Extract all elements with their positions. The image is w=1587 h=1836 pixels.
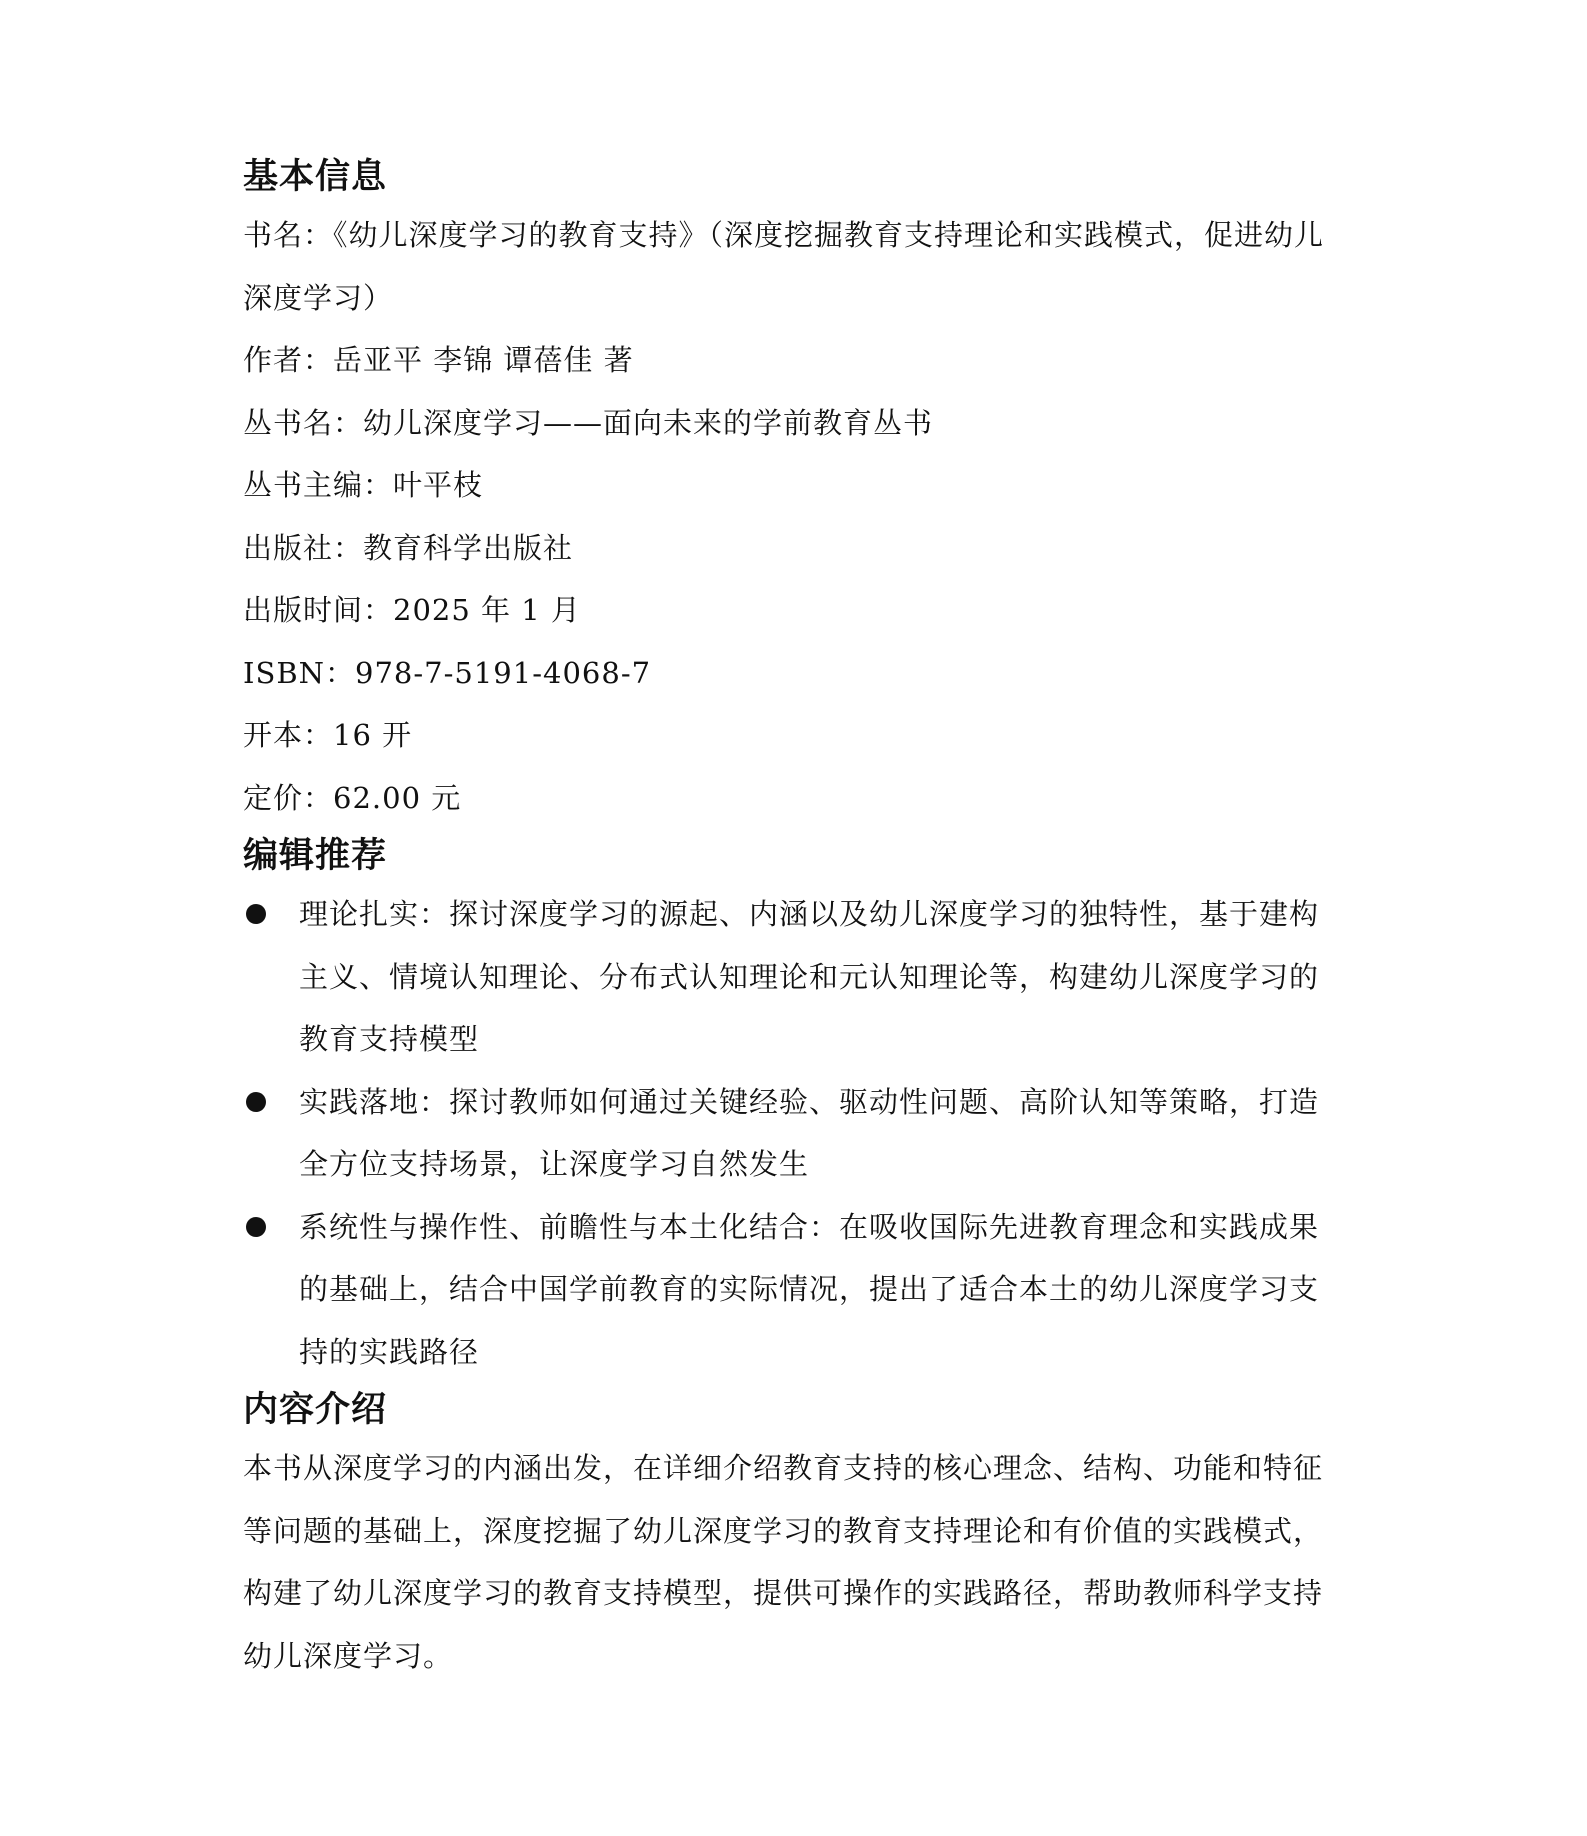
- editor-recommendation-heading: 编辑推荐: [243, 836, 388, 876]
- series-line: 丛书名：幼儿深度学习——面向未来的学前教育丛书: [243, 405, 934, 440]
- isbn-line: ISBN：978-7-5191-4068-7: [243, 655, 652, 690]
- format-line: 开本：16 开: [243, 718, 413, 752]
- publication-date-line: 出版时间：2025 年 1 月: [243, 593, 581, 627]
- authors-line: 作者：岳亚平 李锦 谭蓓佳 著: [243, 343, 634, 377]
- series-editor-line: 丛书主编：叶平枝: [243, 468, 484, 502]
- list-item: [243, 883, 1348, 1071]
- recommendation-text: 系统性与操作性、前瞻性与本土化结合：在吸收国际先进教育理念和实践成果的基础上，结合中国学前教育的实际情况，提出了适合本土的幼儿深度学习支持的实践路径: [299, 1209, 1320, 1369]
- list-item: [243, 1196, 1348, 1384]
- bullet-icon: [246, 1217, 266, 1237]
- list-item: [243, 1071, 1348, 1196]
- book-title-line: 书名：《幼儿深度学习的教育支持》（深度挖掘教育支持理论和实践模式，促进幼儿深度学习）: [243, 218, 1325, 315]
- bullet-icon: [246, 904, 266, 924]
- content-intro-heading: 内容介绍: [243, 1390, 388, 1430]
- bullet-icon: [246, 1092, 266, 1112]
- recommendation-list: [243, 883, 1348, 1383]
- content-intro-paragraph: 本书从深度学习的内涵出发，在详细介绍教育支持的核心理念、结构、功能和特征等问题的基础上，深度挖掘了幼儿深度学习的教育支持理论和有价值的实践模式，构建了幼儿深度学习的教育支持模型，提供可操作的实践路径，帮助教师科学支持幼儿深度学习。: [243, 1451, 1324, 1673]
- document-page: [243, 150, 1348, 1687]
- publisher-line: 出版社：教育科学出版社: [243, 530, 574, 565]
- price-line: 定价：62.00 元: [243, 780, 462, 815]
- recommendation-text: 实践落地：探讨教师如何通过关键经验、驱动性问题、高阶认知等策略，打造全方位支持场景，让深度学习自然发生: [299, 1084, 1320, 1181]
- recommendation-text: 理论扎实：探讨深度学习的源起、内涵以及幼儿深度学习的独特性，基于建构主义、情境认知理论、分布式认知理论和元认知理论等，构建幼儿深度学习的教育支持模型: [299, 897, 1320, 1056]
- basic-info-heading: 基本信息: [243, 157, 388, 197]
